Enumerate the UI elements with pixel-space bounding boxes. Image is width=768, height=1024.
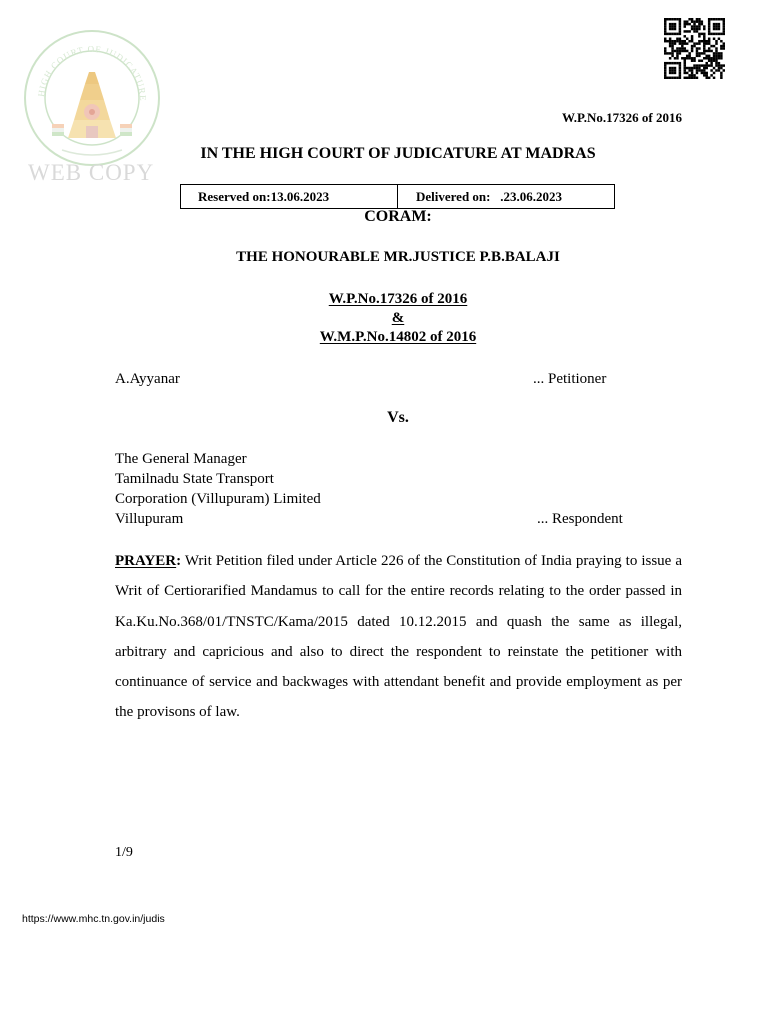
reserved-date: Reserved on:13.06.2023 <box>181 185 398 208</box>
versus: Vs. <box>387 409 409 426</box>
dates-table <box>180 184 615 209</box>
footer-url[interactable]: https://www.mhc.tn.gov.in/judis <box>22 913 165 925</box>
court-title: IN THE HIGH COURT OF JUDICATURE AT MADRAS <box>200 145 596 162</box>
prayer-label: PRAYER <box>115 553 177 569</box>
respondent-line: Tamilnadu State Transport <box>115 471 274 487</box>
page-number: 1/9 <box>115 845 133 860</box>
coram-heading: CORAM: <box>364 208 432 225</box>
petitioner-name: A.Ayyanar <box>115 371 180 387</box>
respondent-line: The General Manager <box>115 451 247 467</box>
svg-text:HIGH COURT OF JUDICATURE MADRA: HIGH COURT OF JUDICATURE <box>36 43 149 102</box>
respondent-role: ... Respondent <box>537 511 623 527</box>
respondent-block <box>115 449 321 529</box>
wmp-number: W.M.P.No.14802 of 2016 <box>319 329 477 345</box>
qr-code-icon <box>664 18 725 79</box>
prayer-text: Writ Petition filed under Article 226 of the Constitution of India praying to issue a Writ of Certiorarified Mandamus to call for the entire records relating to the order passed in Ka.Ku.No.368/01/TNSTC/Kama/2015 dated 10.12.2015 and quash the same as illegal, arbitrary and capricious and also to direct the respondent to reinstate the petitioner with continuance of service and backwages with attendant benefit and provide employment as per the provisons of law. <box>115 553 682 721</box>
header-case-number: W.P.No.17326 of 2016 <box>561 110 682 125</box>
case-numbers <box>0 290 768 347</box>
judge-name: THE HONOURABLE MR.JUSTICE P.B.BALAJI <box>236 249 560 265</box>
writ-petition-number: W.P.No.17326 of 2016 <box>328 291 468 307</box>
delivered-date: Delivered on: .23.06.2023 <box>416 188 562 204</box>
prayer-paragraph: PRAYER: Writ Petition filed under Article 226 of the Constitution of India praying to issue a Writ of Certiorarified Mandamus to call for the entire records relating to the order passed in Ka.Ku.No.368/01/TNSTC/Kama/2015 dated 10.12.2015 and quash the same as illegal, arbitrary and capricious and also to direct the respondent to reinstate the petitioner with continuance of service and backwages with attendant benefit and provide employment as per the provisons of law. <box>115 553 682 721</box>
ampersand: & <box>391 310 405 326</box>
web-copy-watermark: WEB COPY <box>28 160 155 185</box>
respondent-line: Corporation (Villupuram) Limited <box>115 491 321 507</box>
petitioner-role: ... Petitioner <box>533 371 607 387</box>
respondent-line: Villupuram <box>115 511 184 527</box>
